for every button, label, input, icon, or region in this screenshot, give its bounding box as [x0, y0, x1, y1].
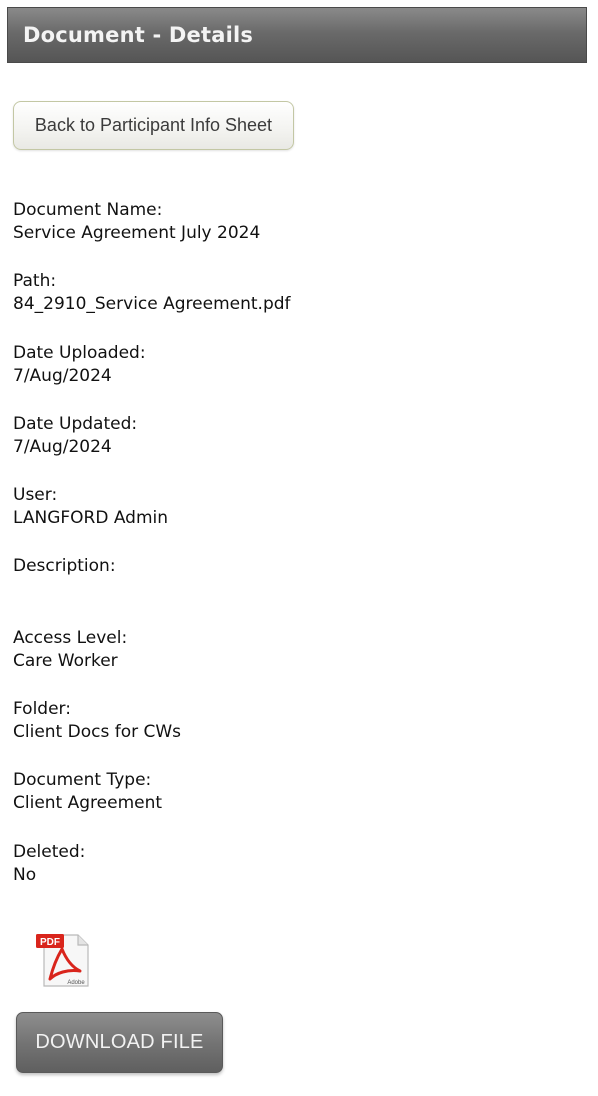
download-button-label: DOWNLOAD FILE: [35, 1031, 204, 1053]
field-label: Description:: [13, 556, 116, 577]
field-description: [13, 555, 573, 626]
field-value: 7/Aug/2024: [13, 365, 112, 386]
adobe-wordmark: Adobe: [67, 980, 85, 986]
field-document-type: [13, 769, 573, 840]
field-value: Client Agreement: [13, 793, 163, 814]
field-value: Care Worker: [13, 650, 118, 671]
field-label: Deleted:: [13, 841, 86, 862]
field-label: Date Uploaded:: [13, 342, 146, 363]
page-header: [7, 7, 587, 63]
field-date-updated: [13, 413, 573, 484]
field-value: Client Docs for CWs: [13, 722, 182, 743]
field-value: No: [13, 864, 37, 885]
field-label: Document Name:: [13, 200, 163, 220]
field-value: Service Agreement July 2024: [13, 223, 261, 243]
field-label: Date Updated:: [13, 413, 138, 434]
field-date-uploaded: [13, 342, 573, 413]
pdf-badge-text: PDF: [40, 937, 60, 948]
field-path: [13, 270, 573, 341]
back-button-label: Back to Participant Info Sheet: [34, 115, 273, 135]
field-document-name: [13, 199, 573, 270]
download-file-button[interactable]: [16, 1012, 223, 1073]
field-value: 7/Aug/2024: [13, 436, 112, 457]
document-details-list: [13, 199, 573, 912]
field-value: 84_2910_Service Agreement.pdf: [13, 294, 291, 315]
field-label: Folder:: [13, 699, 71, 720]
field-access-level: [13, 627, 573, 698]
back-to-participant-info-button[interactable]: [13, 101, 294, 150]
field-value: LANGFORD Admin: [13, 508, 169, 529]
field-label: Access Level:: [13, 627, 128, 648]
field-label: User:: [13, 485, 58, 506]
field-label: Path:: [13, 271, 57, 292]
field-folder: [13, 698, 573, 769]
pdf-icon[interactable]: [34, 931, 92, 989]
field-user: [13, 484, 573, 555]
field-deleted: [13, 841, 573, 912]
field-label: Document Type:: [13, 770, 152, 791]
page-title: Document - Details: [23, 23, 254, 47]
field-value: [13, 578, 573, 601]
